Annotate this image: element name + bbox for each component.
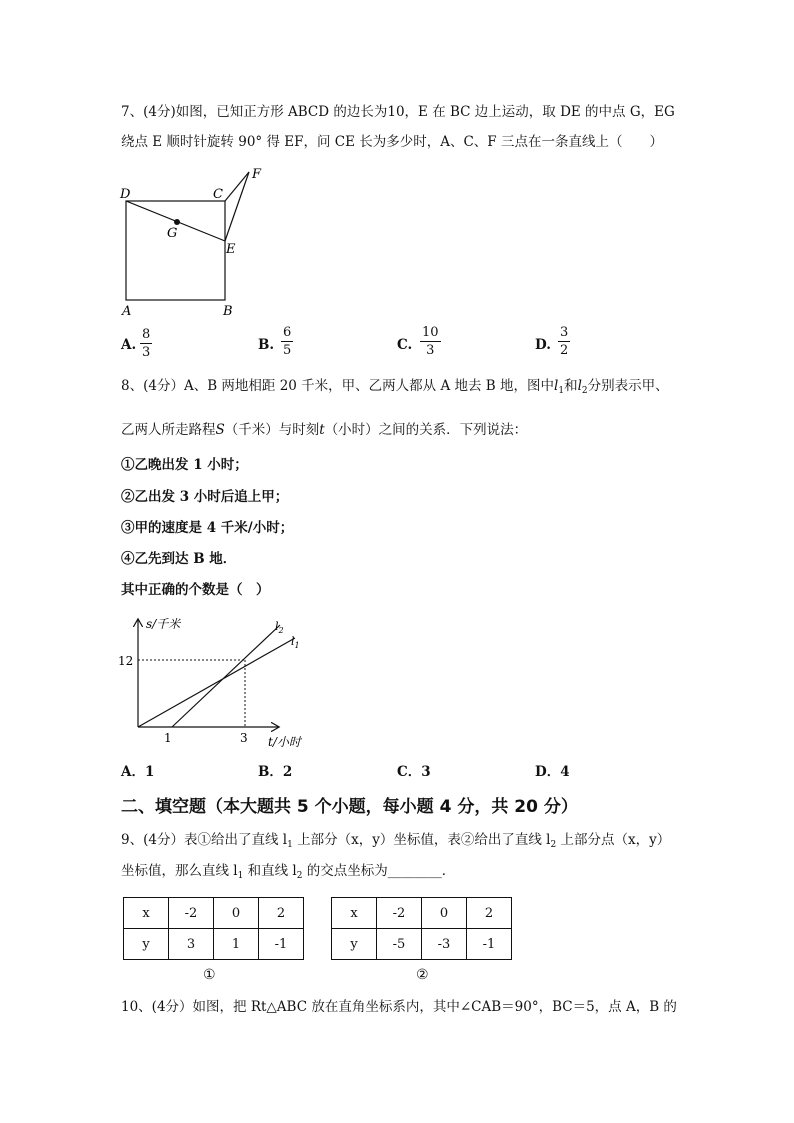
table-cell: x — [124, 898, 169, 929]
table-cell: 0 — [214, 898, 259, 929]
table-cell: -3 — [422, 929, 467, 960]
q8-statement-4: ④乙先到达 B 地． — [121, 551, 237, 567]
label-g: G — [167, 226, 178, 241]
table-cell: x — [332, 898, 377, 929]
section-2-title: 二、填空题（本大题共 5 个小题，每小题 4 分，共 20 分） — [121, 797, 578, 817]
q7-option-c-label: C. — [397, 337, 413, 353]
fraction-numerator: 3 — [560, 325, 569, 340]
q7-option-d-label: D. — [535, 337, 551, 353]
y-axis-label: s/千米 — [146, 617, 181, 631]
point-g — [174, 219, 180, 225]
fraction-denominator: 2 — [560, 343, 569, 358]
line-l2 — [172, 625, 280, 727]
q7-option-c-fraction — [420, 326, 441, 358]
label-d: D — [120, 187, 131, 202]
q8-line2-end: （小时）之间的关系．下列说法： — [324, 422, 528, 438]
q8-option-d: D．4 — [535, 764, 570, 780]
fraction-numerator: 6 — [283, 325, 292, 340]
y-tick-12: 12 — [118, 654, 134, 668]
q7-text-line2: 绕点 E 顺时针旋转 90° 得 EF，问 CE 长为多少时，A、C、F 三点在一条直线上（ ） — [121, 134, 663, 150]
q7-option-b-label: B. — [258, 337, 275, 353]
q9-line2-end: 的交点坐标为________． — [302, 863, 456, 879]
q9-subscript: 1 — [287, 840, 293, 850]
q8-statement-2: ②乙出发 3 小时后追上甲； — [121, 489, 289, 505]
q7-text-line1: 7、(4分)如图，已知正方形 ABCD 的边长为10，E 在 BC 边上运动，取 DE 的中点 G，EG — [121, 104, 675, 120]
table-cell: 3 — [169, 929, 214, 960]
table-cell: -1 — [259, 929, 304, 960]
table-cell: y — [332, 929, 377, 960]
t-symbol: t — [319, 422, 325, 438]
l2-symbol: l — [577, 378, 582, 394]
q8-option-a: A．1 — [121, 764, 155, 780]
q8-text-line1 — [121, 376, 669, 401]
line-l2-label: $l_2$ — [275, 620, 284, 635]
q8-text-line2 — [121, 420, 527, 440]
q9-subscript: 2 — [550, 840, 557, 850]
line-l1-label: $l_1$ — [291, 635, 300, 650]
table-cell: 0 — [422, 898, 467, 929]
q9-subscript: 1 — [237, 871, 244, 881]
q8-question: 其中正确的个数是（ ） — [121, 582, 270, 598]
q9-line1-start: 9、(4分）表①给出了直线 l — [121, 832, 288, 848]
q9-line2-start: 坐标值，那么直线 l — [121, 863, 238, 879]
table-cell: -2 — [377, 898, 422, 929]
and-word: 和 — [564, 378, 578, 394]
q7-option-d-fraction — [558, 326, 570, 358]
table-row — [124, 898, 304, 929]
q9-line1-end: 上部分点（x，y） — [556, 832, 671, 848]
square-abcd — [126, 201, 225, 300]
q8-line1-start: 8、(4分）A、B 两地相距 20 千米，甲、乙两人都从 A 地去 B 地，图中 — [121, 378, 555, 394]
segment-ef — [225, 172, 249, 241]
q8-line1-end: 分别表示甲、 — [587, 378, 669, 394]
fraction-denominator: 3 — [142, 345, 151, 360]
q7-option-a-fraction — [140, 328, 152, 360]
q9-line1-mid: 上部分（x，y）坐标值，表②给出了直线 l — [292, 832, 551, 848]
l1-symbol: l — [554, 378, 559, 394]
q8-statement-3: ③甲的速度是 4 千米/小时； — [121, 520, 294, 536]
q7-square-figure — [110, 160, 280, 320]
segment-cf — [225, 172, 249, 201]
fraction-denominator: 5 — [283, 343, 292, 358]
q8-distance-time-graph — [110, 610, 320, 755]
label-c: C — [213, 187, 223, 202]
fraction-denominator: 3 — [426, 343, 435, 358]
l1-subscript: 1 — [558, 386, 565, 396]
q9-table-2 — [331, 897, 512, 960]
q8-line2-start: 乙两人所走路程 — [121, 422, 216, 438]
table-cell: 2 — [467, 898, 512, 929]
q10-text-line1: 10、(4分）如图，把 Rt△ABC 放在直角坐标系内，其中∠CAB＝90°，BC＝5，点 A，B 的 — [121, 999, 677, 1015]
fraction-numerator: 8 — [142, 327, 151, 342]
q8-option-b: B．2 — [258, 764, 293, 780]
x-tick-3: 3 — [240, 731, 248, 745]
q8-option-c: C．3 — [397, 764, 431, 780]
table-cell: -2 — [169, 898, 214, 929]
table-row — [332, 929, 512, 960]
q8-line2-mid: （千米）与时刻 — [224, 422, 320, 438]
q9-table-2-caption: ② — [416, 967, 429, 983]
label-f: F — [252, 167, 262, 182]
table-cell: -5 — [377, 929, 422, 960]
table-cell: -1 — [467, 929, 512, 960]
label-b: B — [223, 304, 233, 319]
q9-table-1-caption: ① — [203, 967, 216, 983]
table-row — [332, 898, 512, 929]
q7-option-a-label: A. — [121, 337, 137, 353]
s-symbol: S — [215, 422, 225, 438]
q9-text-line2 — [121, 861, 455, 886]
q7-option-b-fraction — [281, 326, 293, 358]
fraction-numerator: 10 — [422, 325, 439, 340]
table-cell: y — [124, 929, 169, 960]
q9-line2-mid: 和直线 l — [243, 863, 297, 879]
label-e: E — [226, 242, 236, 257]
table-cell: 2 — [259, 898, 304, 929]
q8-statement-1: ①乙晚出发 1 小时； — [121, 457, 248, 473]
table-row — [124, 929, 304, 960]
q9-text-line1 — [121, 830, 670, 855]
x-tick-1: 1 — [164, 731, 172, 745]
l2-subscript: 2 — [581, 386, 588, 396]
label-a: A — [122, 304, 132, 319]
x-axis-label: t/小时 — [268, 735, 301, 749]
q9-table-1 — [123, 897, 304, 960]
q9-subscript: 2 — [296, 871, 303, 881]
line-l1 — [138, 638, 295, 727]
table-cell: 1 — [214, 929, 259, 960]
